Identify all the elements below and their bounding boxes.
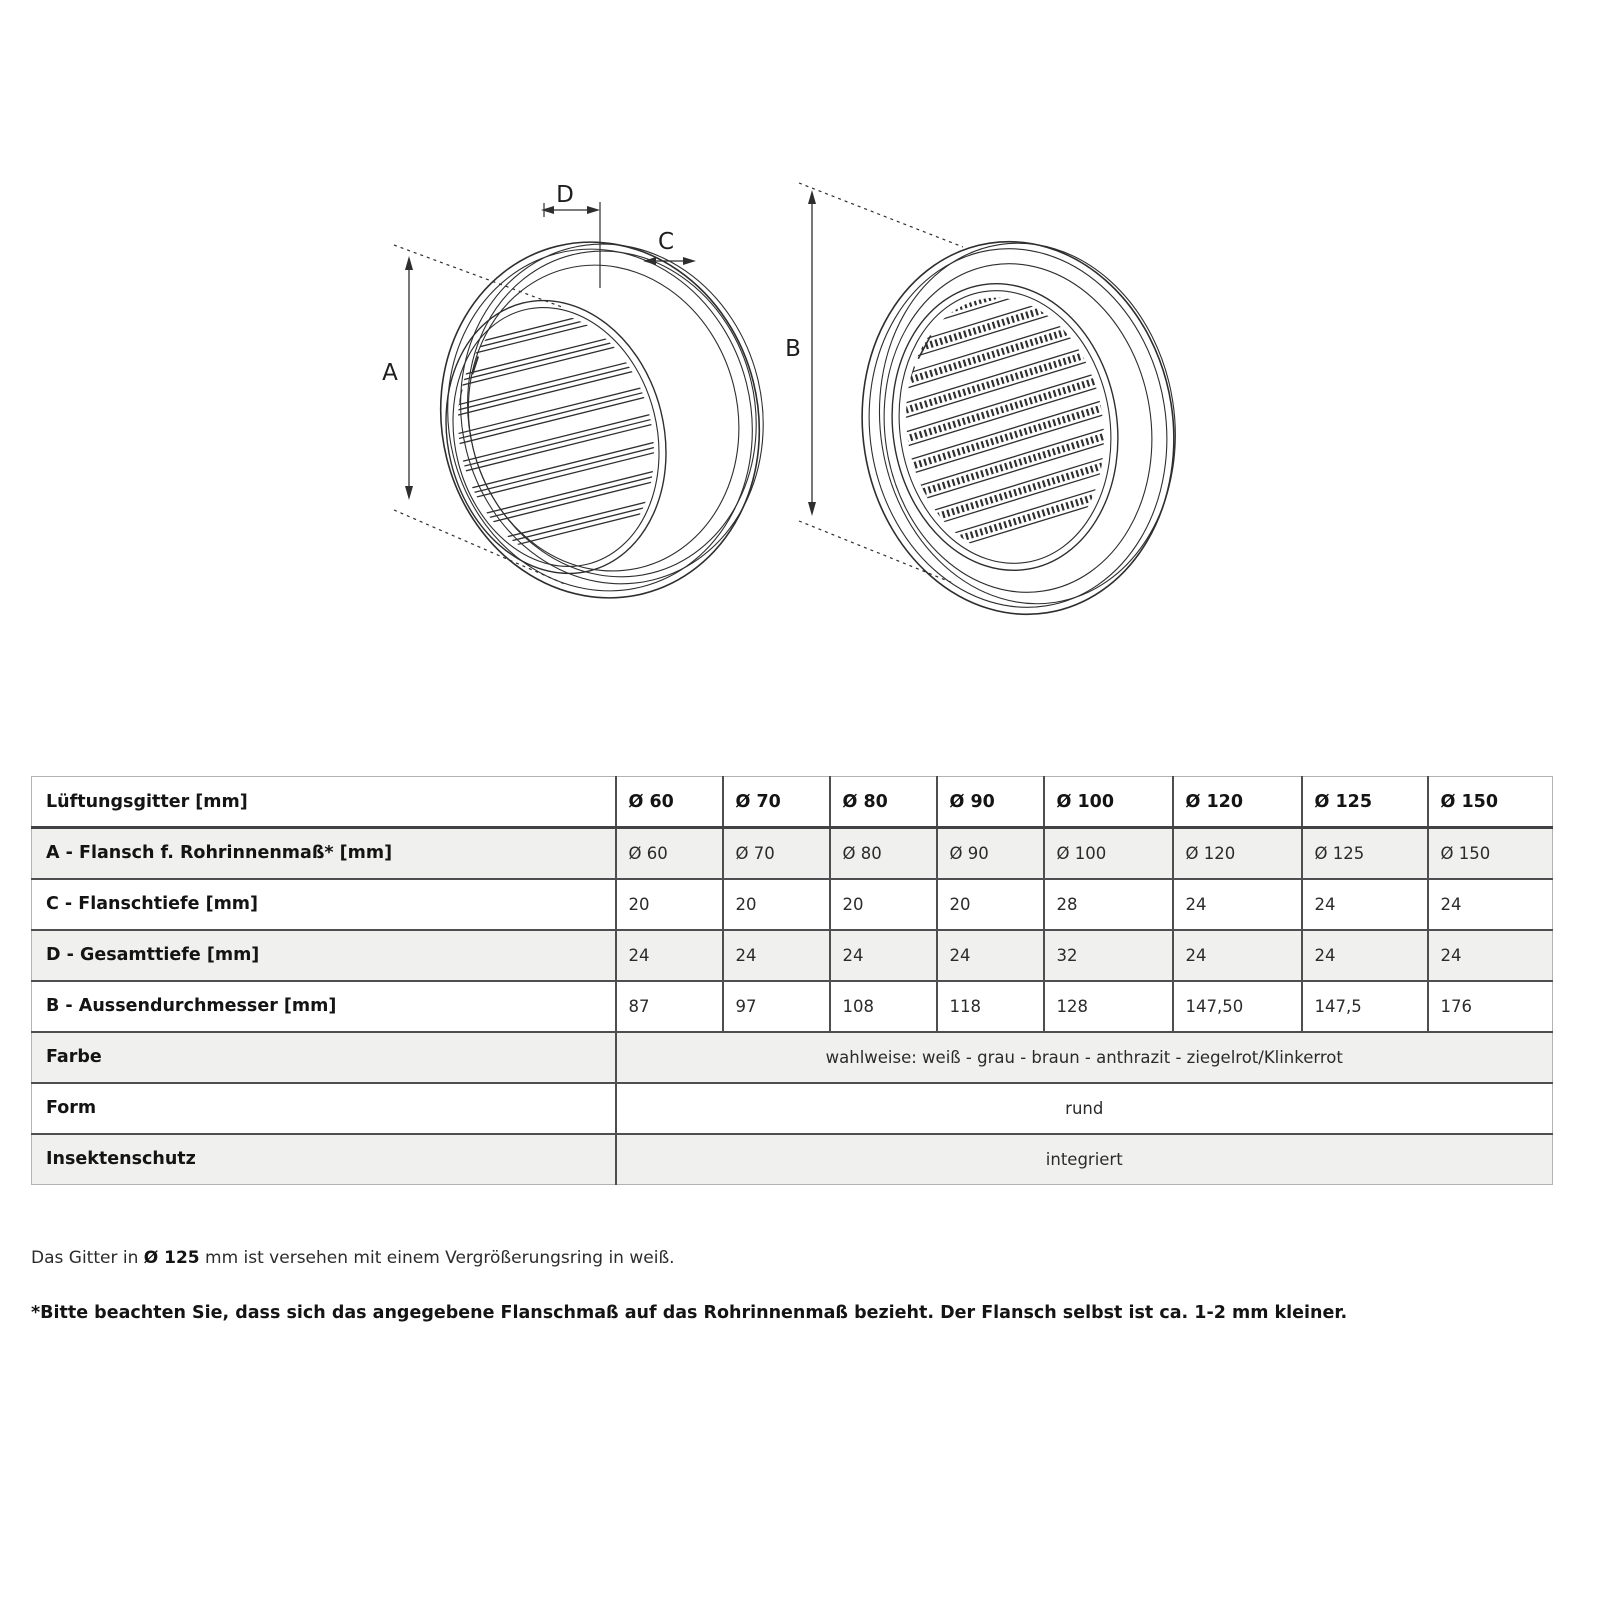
insect-mesh-texture	[858, 260, 1151, 557]
spec-cell: Ø 90	[937, 777, 1044, 828]
spec-cell: 108	[830, 981, 937, 1032]
arrowhead-right-icon	[587, 206, 600, 214]
spec-cell: 24	[937, 930, 1044, 981]
spec-merged-cell: rund	[616, 1083, 1553, 1134]
arrowhead-up-icon	[808, 190, 816, 204]
spec-cell: Ø 120	[1173, 777, 1302, 828]
note-text: Das Gitter in	[31, 1248, 144, 1268]
row-label: Insektenschutz	[32, 1134, 616, 1185]
table-row-shape	[32, 1083, 1553, 1134]
arrowhead-down-icon	[808, 502, 816, 516]
dim-label-d: D	[556, 182, 574, 208]
note-text: mm ist versehen mit einem Vergrößerungsring in weiß.	[199, 1248, 675, 1268]
spec-cell: Ø 60	[616, 828, 723, 879]
spec-cell: 118	[937, 981, 1044, 1032]
spec-cell: 32	[1044, 930, 1173, 981]
extension-line	[799, 183, 963, 247]
spec-cell: 176	[1428, 981, 1553, 1032]
table-row-total-depth	[32, 930, 1553, 981]
dim-label-c: C	[657, 229, 675, 255]
spec-cell: 24	[723, 930, 830, 981]
spec-cell: Ø 80	[830, 777, 937, 828]
spec-cell: Ø 150	[1428, 828, 1553, 879]
spec-table	[31, 776, 1553, 1185]
table-row-flange-depth	[32, 879, 1553, 930]
spec-cell: 147,50	[1173, 981, 1302, 1032]
note-flange-size: *Bitte beachten Sie, dass sich das angegebene Flanschmaß auf das Rohrinnenmaß bezieht. Der Flansch selbst ist ca. 1-2 mm kleiner.	[31, 1303, 1348, 1323]
arrowhead-left-icon	[541, 206, 554, 214]
note-bold-diameter: Ø 125	[143, 1248, 200, 1268]
spec-cell: 20	[937, 879, 1044, 930]
grille-front-drawing	[836, 219, 1203, 637]
arrowhead-up-icon	[405, 256, 413, 270]
spec-merged-cell: integriert	[616, 1134, 1553, 1185]
spec-cell: Ø 125	[1302, 777, 1428, 828]
dimension-c	[643, 229, 696, 265]
spec-cell: 24	[1428, 879, 1553, 930]
row-label: B - Aussendurchmesser [mm]	[32, 981, 616, 1032]
spec-cell: Ø 70	[723, 777, 830, 828]
spec-cell: 128	[1044, 981, 1173, 1032]
spec-cell: Ø 70	[723, 828, 830, 879]
row-label: Lüftungsgitter [mm]	[46, 791, 248, 812]
spec-cell: Ø 125	[1302, 828, 1428, 879]
table-row-outer-diameter	[32, 981, 1553, 1032]
arrowhead-right-icon	[683, 257, 696, 265]
row-label: A - Flansch f. Rohrinnenmaß* [mm]	[32, 828, 616, 879]
spec-cell: 20	[616, 879, 723, 930]
spec-cell: Ø 150	[1428, 777, 1553, 828]
dim-label-b: B	[785, 336, 801, 362]
spec-merged-cell: wahlweise: weiß - grau - braun - anthrazit - ziegelrot/Klinkerrot	[616, 1032, 1553, 1083]
spec-cell: 87	[616, 981, 723, 1032]
arrowhead-down-icon	[405, 486, 413, 500]
grille-perspective-drawing	[403, 207, 801, 632]
spec-cell: Ø 60	[616, 777, 723, 828]
spec-cell: Ø 120	[1173, 828, 1302, 879]
extension-line	[799, 521, 953, 583]
spec-cell: Ø 90	[937, 828, 1044, 879]
row-label: Farbe	[32, 1032, 616, 1083]
spec-cell: Ø 80	[830, 828, 937, 879]
dim-label-a: A	[382, 360, 398, 386]
spec-cell: 28	[1044, 879, 1173, 930]
table-row-flange	[32, 828, 1553, 879]
spec-cell: 24	[1173, 879, 1302, 930]
spec-cell: 24	[1173, 930, 1302, 981]
spec-cell: 24	[1302, 879, 1428, 930]
spec-cell: 97	[723, 981, 830, 1032]
spec-cell: 24	[1302, 930, 1428, 981]
spec-cell: 24	[616, 930, 723, 981]
spec-cell: 24	[830, 930, 937, 981]
row-label: Form	[32, 1083, 616, 1134]
spec-cell: Ø 100	[1044, 828, 1173, 879]
technical-drawing	[0, 0, 1600, 770]
row-label: D - Gesamttiefe [mm]	[32, 930, 616, 981]
table-row-diameters	[32, 777, 1553, 828]
row-label: C - Flanschtiefe [mm]	[32, 879, 616, 930]
spec-cell: 24	[1428, 930, 1553, 981]
table-row-color	[32, 1032, 1553, 1083]
note-enlargement-ring	[31, 1248, 675, 1268]
table-row-insect-screen	[32, 1134, 1553, 1185]
dimension-d	[541, 182, 600, 288]
spec-cell: Ø 100	[1044, 777, 1173, 828]
spec-cell: 20	[723, 879, 830, 930]
louver-slats-right	[857, 254, 1152, 565]
spec-cell: 20	[830, 879, 937, 930]
spec-cell: 147,5	[1302, 981, 1428, 1032]
